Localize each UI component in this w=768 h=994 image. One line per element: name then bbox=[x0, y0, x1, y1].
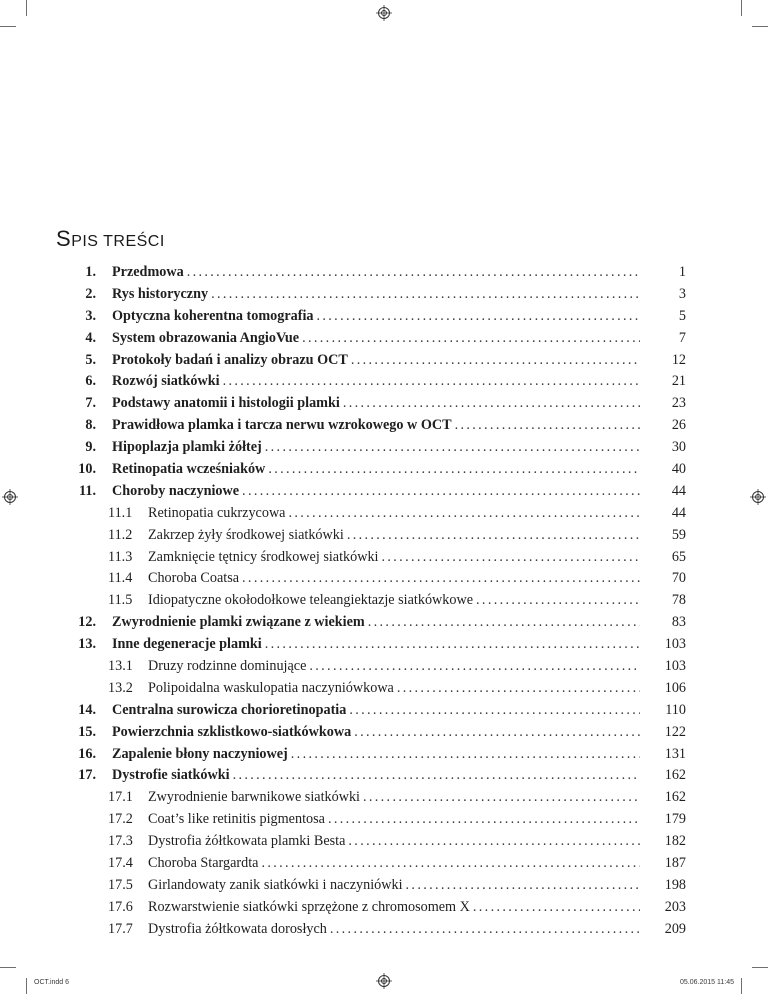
toc-title: Powierzchnia szklistkowo-siatkówkowa bbox=[112, 723, 352, 740]
toc-number: 13. bbox=[78, 636, 96, 653]
toc-number: 17.4 bbox=[108, 855, 133, 872]
registration-mark-icon bbox=[376, 973, 392, 989]
toc-chapter bbox=[56, 306, 686, 328]
crop-mark-top-left bbox=[26, 0, 27, 16]
toc-page-number: 182 bbox=[664, 833, 686, 850]
toc-chapter bbox=[56, 371, 686, 393]
toc-entry-line bbox=[112, 437, 640, 459]
toc-dot-leader bbox=[330, 919, 640, 941]
toc-number: 17.6 bbox=[108, 898, 133, 915]
toc-title: Prawidłowa plamka i tarcza nerwu wzrokowego w OCT bbox=[112, 417, 452, 434]
toc-number: 4. bbox=[85, 329, 96, 346]
toc-chapter bbox=[56, 350, 686, 372]
toc-title: Girlandowaty zanik siatkówki i naczyniówki bbox=[148, 876, 403, 893]
toc-page-number: 40 bbox=[671, 461, 686, 478]
toc-page-number: 179 bbox=[664, 811, 686, 828]
toc-dot-leader bbox=[302, 328, 640, 350]
toc-page-number: 83 bbox=[671, 614, 686, 631]
toc-number: 14. bbox=[78, 701, 96, 718]
crop-mark-right-top bbox=[752, 26, 768, 27]
toc-dot-leader bbox=[347, 525, 640, 547]
toc-chapter bbox=[56, 612, 686, 634]
crop-mark-left-bottom bbox=[0, 967, 16, 968]
toc-title: Choroby naczyniowe bbox=[112, 482, 240, 499]
toc-number: 3. bbox=[85, 307, 96, 324]
toc-entry-line bbox=[112, 262, 640, 284]
toc-page-number: 23 bbox=[671, 395, 686, 412]
crop-mark-bottom-left bbox=[26, 978, 27, 994]
toc-page-number: 7 bbox=[678, 329, 686, 346]
toc-title: Retinopatia cukrzycowa bbox=[148, 504, 286, 521]
toc-number: 17.7 bbox=[108, 920, 133, 937]
toc-number: 16. bbox=[78, 745, 96, 762]
toc-entry-line bbox=[108, 503, 640, 525]
toc-entry-line bbox=[112, 328, 640, 350]
toc-entry-line bbox=[112, 284, 640, 306]
toc-chapter bbox=[56, 262, 686, 284]
toc-subchapter bbox=[56, 809, 686, 831]
toc-page-number: 70 bbox=[671, 570, 686, 587]
toc-entry-line bbox=[108, 656, 640, 678]
toc-chapter bbox=[56, 328, 686, 350]
toc-entry-line bbox=[112, 306, 640, 328]
toc-chapter bbox=[56, 459, 686, 481]
toc-dot-leader bbox=[265, 437, 640, 459]
toc-dot-leader bbox=[455, 415, 640, 437]
toc-dot-leader bbox=[261, 853, 640, 875]
toc-page-number: 103 bbox=[664, 636, 686, 653]
toc-title: Druzy rodzinne dominujące bbox=[148, 658, 307, 675]
toc-page-number: 198 bbox=[664, 876, 686, 893]
toc-page-number: 3 bbox=[678, 285, 686, 302]
toc-number: 11.2 bbox=[108, 526, 133, 543]
toc-dot-leader bbox=[309, 656, 640, 678]
toc-title: Dystrofie siatkówki bbox=[112, 767, 230, 784]
toc-title: Polipoidalna waskulopatia naczyniówkowa bbox=[148, 679, 394, 696]
toc-title: Przedmowa bbox=[112, 264, 184, 280]
toc-page-number: 1 bbox=[678, 264, 686, 280]
toc-subchapter bbox=[56, 547, 686, 569]
toc-page-number: 106 bbox=[664, 679, 686, 696]
toc-subchapter bbox=[56, 853, 686, 875]
toc-dot-leader bbox=[354, 722, 640, 744]
toc-page-number: 44 bbox=[671, 504, 686, 521]
registration-mark-icon bbox=[2, 489, 18, 505]
slug-file-name: OCT.indd 6 bbox=[34, 979, 70, 986]
toc-page-number: 203 bbox=[664, 898, 686, 915]
toc-entry-line bbox=[112, 393, 640, 415]
toc-number: 2. bbox=[85, 285, 96, 302]
toc-dot-leader bbox=[242, 568, 640, 590]
crop-mark-bottom-right bbox=[741, 978, 742, 994]
toc-number: 6. bbox=[85, 373, 96, 390]
toc-chapter bbox=[56, 481, 686, 503]
toc-title: Dystrofia żółtkowata dorosłych bbox=[148, 920, 327, 937]
toc-subchapter bbox=[56, 831, 686, 853]
toc-number: 11.1 bbox=[108, 504, 133, 521]
toc-page-number: 78 bbox=[671, 592, 686, 609]
toc-dot-leader bbox=[328, 809, 640, 831]
toc-page-number: 30 bbox=[671, 439, 686, 456]
toc-number: 17.1 bbox=[108, 789, 133, 806]
title-initial: S bbox=[56, 226, 72, 251]
toc-title: Rys historyczny bbox=[112, 285, 209, 302]
toc-subchapter bbox=[56, 678, 686, 700]
toc-dot-leader bbox=[265, 634, 640, 656]
toc-page-number: 21 bbox=[671, 373, 686, 390]
toc-dot-leader bbox=[343, 393, 640, 415]
toc-subchapter bbox=[56, 590, 686, 612]
toc-chapter bbox=[56, 765, 686, 787]
toc-title: Zapalenie błony naczyniowej bbox=[112, 745, 288, 762]
toc-entry-line bbox=[112, 765, 640, 787]
toc-page-number: 59 bbox=[671, 526, 686, 543]
toc-title: Zwyrodnienie plamki związane z wiekiem bbox=[112, 614, 365, 631]
toc-dot-leader bbox=[348, 831, 640, 853]
toc-number: 17.3 bbox=[108, 833, 133, 850]
toc-dot-leader bbox=[368, 612, 640, 634]
toc-number: 11.4 bbox=[108, 570, 133, 587]
toc-entry-line bbox=[112, 481, 640, 503]
toc-number: 13.2 bbox=[108, 679, 133, 696]
toc-entry-line bbox=[112, 612, 640, 634]
toc-entry-line bbox=[112, 459, 640, 481]
toc-dot-leader bbox=[317, 306, 641, 328]
toc-dot-leader bbox=[268, 459, 640, 481]
toc-title: Zamknięcie tętnicy środkowej siatkówki bbox=[148, 548, 379, 565]
toc-title: System obrazowania AngioVue bbox=[112, 329, 300, 346]
toc-number: 13.1 bbox=[108, 658, 133, 675]
toc-number: 10. bbox=[78, 461, 96, 478]
toc-dot-leader bbox=[288, 503, 640, 525]
toc-entry-line bbox=[108, 809, 640, 831]
toc-dot-leader bbox=[406, 875, 640, 897]
toc-entry-line bbox=[108, 525, 640, 547]
toc-subchapter bbox=[56, 875, 686, 897]
toc-entry-line bbox=[112, 415, 640, 437]
toc-entry-line bbox=[112, 634, 640, 656]
toc-subchapter bbox=[56, 656, 686, 678]
toc-entry-line bbox=[108, 547, 640, 569]
toc-title: Rozwój siatkówki bbox=[112, 373, 220, 390]
crop-mark-top-right bbox=[741, 0, 742, 16]
toc-entry-line bbox=[108, 831, 640, 853]
toc-number: 12. bbox=[78, 614, 96, 631]
toc-dot-leader bbox=[223, 371, 640, 393]
toc-subchapter bbox=[56, 525, 686, 547]
toc-chapter bbox=[56, 415, 686, 437]
toc-title: Choroba Stargardta bbox=[148, 855, 259, 872]
toc-number: 17.5 bbox=[108, 876, 133, 893]
toc-number: 1. bbox=[85, 264, 96, 280]
toc-chapter bbox=[56, 722, 686, 744]
toc-entry-line bbox=[112, 744, 640, 766]
crop-mark-right-bottom bbox=[752, 967, 768, 968]
toc-title: Centralna surowicza chorioretinopatia bbox=[112, 701, 347, 718]
toc-subchapter bbox=[56, 503, 686, 525]
toc-dot-leader bbox=[397, 678, 640, 700]
toc-entry-line bbox=[112, 700, 640, 722]
toc-dot-leader bbox=[233, 765, 640, 787]
toc-page-number: 12 bbox=[671, 351, 686, 368]
toc-entry-line bbox=[112, 722, 640, 744]
toc-title: Protokoły badań i analizy obrazu OCT bbox=[112, 351, 348, 368]
toc-number: 9. bbox=[85, 439, 96, 456]
toc-chapter bbox=[56, 437, 686, 459]
toc-dot-leader bbox=[476, 590, 640, 612]
toc-page-number: 209 bbox=[664, 920, 686, 937]
toc-dot-leader bbox=[473, 897, 640, 919]
toc-number: 11.3 bbox=[108, 548, 133, 565]
toc-title: Optyczna koherentna tomografia bbox=[112, 307, 314, 324]
toc-page-number: 131 bbox=[664, 745, 686, 762]
toc-dot-leader bbox=[291, 744, 640, 766]
toc-number: 11. bbox=[79, 482, 96, 499]
toc-entry-line bbox=[108, 919, 640, 941]
toc-title: Coat’s like retinitis pigmentosa bbox=[148, 811, 325, 828]
toc-dot-leader bbox=[187, 262, 640, 284]
toc-page-number: 5 bbox=[678, 307, 686, 324]
toc-number: 17.2 bbox=[108, 811, 133, 828]
toc-dot-leader bbox=[242, 481, 640, 503]
slug-datetime: 05.06.2015 11:45 bbox=[680, 979, 734, 986]
toc-title: Choroba Coatsa bbox=[148, 570, 240, 587]
toc-page-number: 162 bbox=[664, 767, 686, 784]
toc-number: 8. bbox=[85, 417, 96, 434]
toc-page-number: 44 bbox=[671, 482, 686, 499]
toc-title: Zwyrodnienie barwnikowe siatkówki bbox=[148, 789, 360, 806]
toc-number: 17. bbox=[78, 767, 96, 784]
toc-entry-line bbox=[108, 897, 640, 919]
toc-number: 5. bbox=[85, 351, 96, 368]
toc-subchapter bbox=[56, 919, 686, 941]
toc-title: Retinopatia wcześniaków bbox=[112, 461, 266, 478]
toc-entry-line bbox=[108, 568, 640, 590]
crop-mark-left-top bbox=[0, 26, 16, 27]
toc-title: Zakrzep żyły środkowej siatkówki bbox=[148, 526, 344, 543]
toc-dot-leader bbox=[349, 700, 640, 722]
toc-subchapter bbox=[56, 897, 686, 919]
title-rest: PIS TREŚCI bbox=[71, 233, 165, 250]
toc-page-number: 122 bbox=[664, 723, 686, 740]
toc-chapter bbox=[56, 393, 686, 415]
registration-mark-icon bbox=[750, 489, 766, 505]
toc-dot-leader bbox=[363, 787, 640, 809]
toc-subchapter bbox=[56, 787, 686, 809]
toc-entry-line bbox=[108, 853, 640, 875]
toc-subchapter bbox=[56, 568, 686, 590]
toc-page-number: 26 bbox=[671, 417, 686, 434]
toc-number: 11.5 bbox=[108, 592, 133, 609]
toc-number: 7. bbox=[85, 395, 96, 412]
toc-title: Podstawy anatomii i histologii plamki bbox=[112, 395, 340, 412]
toc-dot-leader bbox=[382, 547, 641, 569]
toc-entry-line bbox=[108, 678, 640, 700]
toc-title: Dystrofia żółtkowata plamki Besta bbox=[148, 833, 346, 850]
toc-entry-line bbox=[108, 590, 640, 612]
toc-page-number: 162 bbox=[664, 789, 686, 806]
toc-chapter bbox=[56, 744, 686, 766]
toc-dot-leader bbox=[211, 284, 640, 306]
toc-title: Inne degeneracje plamki bbox=[112, 636, 262, 653]
toc-chapter bbox=[56, 700, 686, 722]
toc-dot-leader bbox=[351, 350, 640, 372]
toc-page-number: 110 bbox=[665, 701, 686, 718]
toc-page-number: 65 bbox=[671, 548, 686, 565]
registration-mark-icon bbox=[376, 5, 392, 21]
toc-chapter bbox=[56, 284, 686, 306]
toc-page-number: 187 bbox=[664, 855, 686, 872]
toc-title: Hipoplazja plamki żółtej bbox=[112, 439, 262, 456]
toc-entry-line bbox=[112, 371, 640, 393]
toc-chapter bbox=[56, 634, 686, 656]
toc-entry-line bbox=[108, 787, 640, 809]
toc-number: 15. bbox=[78, 723, 96, 740]
toc-page-number: 103 bbox=[664, 658, 686, 675]
toc-entry-line bbox=[112, 350, 640, 372]
table-of-contents bbox=[56, 262, 686, 941]
toc-entry-line bbox=[108, 875, 640, 897]
page-title bbox=[56, 226, 165, 252]
toc-title: Idiopatyczne okołodołkowe teleangiektazje siatkówkowe bbox=[148, 592, 474, 609]
toc-title: Rozwarstwienie siatkówki sprzężone z chromosomem X bbox=[148, 898, 470, 915]
